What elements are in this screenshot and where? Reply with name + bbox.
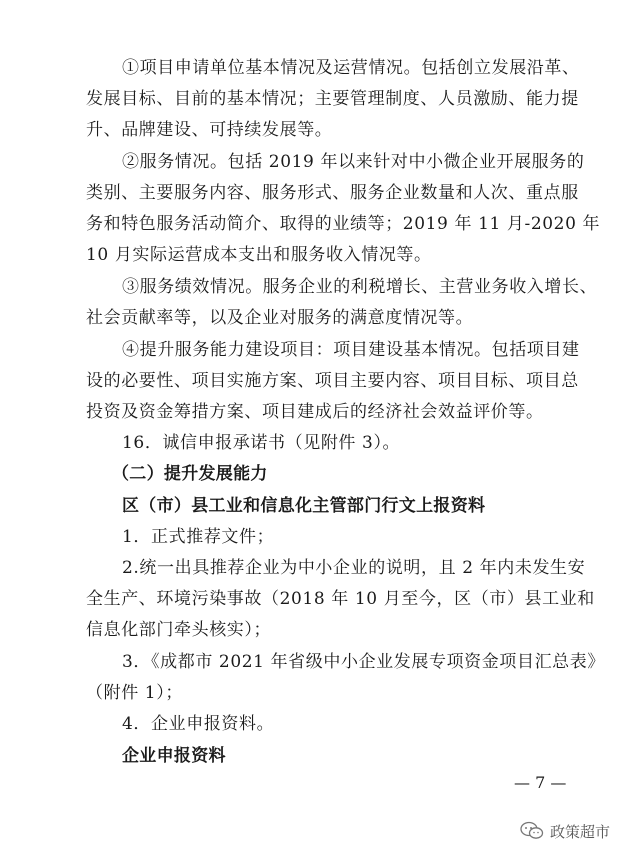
list-item-1: 1．正式推荐文件；	[122, 527, 275, 547]
watermark	[520, 818, 610, 844]
paragraph-1-line-2: 发展目标、目前的基本情况；主要管理制度、人员激励、能力提	[86, 89, 579, 109]
paragraph-2-line-1: ②服务情况。包括 2019 年以来针对中小微企业开展服务的	[122, 152, 585, 172]
list-item-4: 4．企业申报资料。	[122, 714, 275, 734]
list-item-3-line-2: （附件 1）；	[86, 683, 183, 703]
paragraph-2-line-3: 务和特色服务活动简介、取得的业绩等；2019 年 11 月-2020 年	[86, 214, 601, 234]
paragraph-4-line-1: ④提升服务能力建设项目：项目建设基本情况。包括项目建	[122, 340, 580, 360]
paragraph-4-line-2: 设的必要性、项目实施方案、项目主要内容、项目目标、项目总	[86, 371, 579, 391]
item-16: 16．诚信申报承诺书（见附件 3）。	[122, 433, 401, 453]
watermark-text: 政策超市	[550, 822, 611, 841]
paragraph-1-line-1: ①项目申请单位基本情况及运营情况。包括创立发展沿革、	[122, 58, 580, 78]
page-number: — 7 —	[514, 773, 567, 792]
paragraph-2-line-4: 10 月实际运营成本支出和服务收入情况等。	[86, 245, 432, 265]
paragraph-3-line-1: ③服务绩效情况。服务企业的利税增长、主营业务收入增长、	[122, 277, 598, 297]
list-item-3-line-1: 3．《成都市 2021 年省级中小企业发展专项资金项目汇总表》	[122, 652, 605, 672]
paragraph-2-line-2: 类别、主要服务内容、服务形式、服务企业数量和人次、重点服	[86, 183, 579, 203]
list-item-2-line-3: 信息化部门牵头核实）；	[86, 620, 272, 640]
subsection-heading-district: 区（市）县工业和信息化主管部门行文上报资料	[122, 496, 486, 516]
list-item-2-line-1: 2.统一出具推荐企业为中小企业的说明，且 2 年内未发生安	[122, 558, 586, 578]
list-item-2-line-2: 全生产、环境污染事故（2018 年 10 月至今，区（市）县工业和	[86, 589, 595, 609]
paragraph-3-line-2: 社会贡献率等，以及企业对服务的满意度情况等。	[86, 308, 474, 328]
paragraph-1-line-3: 升、品牌建设、可持续发展等。	[86, 120, 333, 140]
wechat-icon	[520, 821, 544, 841]
section-heading: （二）提升发展能力	[112, 464, 268, 484]
subsection-heading-enterprise: 企业申报资料	[122, 746, 226, 766]
paragraph-4-line-3: 投资及资金筹措方案、项目建成后的经济社会效益评价等。	[86, 402, 544, 422]
